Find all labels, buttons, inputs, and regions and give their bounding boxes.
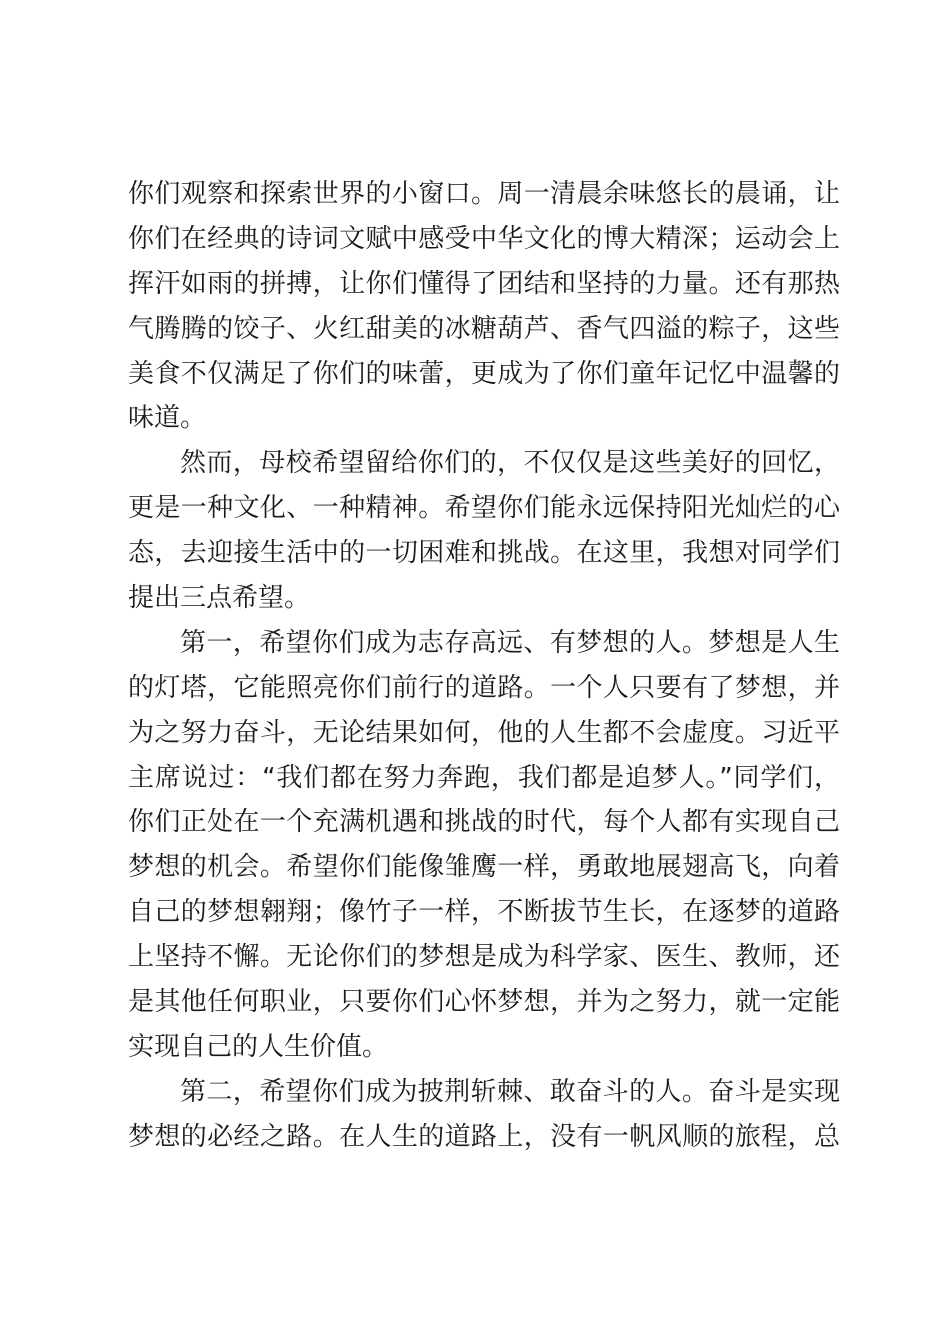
text-line: 实现自己的人生价值。 bbox=[128, 1031, 389, 1062]
text-line: 是其他任何职业，只要你们心怀梦想，并为之努力，就一定能 bbox=[128, 987, 840, 1018]
text-line: 第二，希望你们成为披荆斩棘、敢奋斗的人。奋斗是实现 bbox=[180, 1076, 840, 1107]
text-line: 态，去迎接生活中的一切困难和挑战。在这里，我想对同学们 bbox=[128, 538, 840, 569]
paragraph-3 bbox=[128, 621, 840, 1070]
text-line: 你们观察和探索世界的小窗口。周一清晨余味悠长的晨诵，让 bbox=[128, 179, 840, 209]
text-line: 你们在经典的诗词文赋中感受中华文化的博大精深；运动会上 bbox=[128, 223, 840, 254]
text-line: 更是一种文化、一种精神。希望你们能永远保持阳光灿烂的心 bbox=[128, 493, 840, 524]
text-line: 梦想的机会。希望你们能像雏鹰一样，勇敢地展翅高飞，向着 bbox=[128, 852, 840, 883]
text-line: 美食不仅满足了你们的味蕾，更成为了你们童年记忆中温馨的 bbox=[128, 358, 840, 389]
text-line: 为之努力奋斗，无论结果如何，他的人生都不会虚度。习近平 bbox=[128, 717, 840, 748]
text-line: 你们正处在一个充满机遇和挑战的时代，每个人都有实现自己 bbox=[128, 807, 840, 838]
text-line: 气腾腾的饺子、火红甜美的冰糖葫芦、香气四溢的粽子，这些 bbox=[128, 313, 840, 344]
text-line: 提出三点希望。 bbox=[128, 583, 311, 614]
text-line: 第一，希望你们成为志存高远、有梦想的人。梦想是人生 bbox=[180, 627, 840, 658]
paragraph-1 bbox=[128, 172, 840, 441]
document-body bbox=[128, 172, 840, 1160]
text-line: 的灯塔，它能照亮你们前行的道路。一个人只要有了梦想，并 bbox=[128, 672, 840, 703]
text-line: 自己的梦想翱翔；像竹子一样，不断拔节生长，在逐梦的道路 bbox=[128, 897, 840, 928]
text-line: 梦想的必经之路。在人生的道路上，没有一帆风顺的旅程，总 bbox=[128, 1121, 840, 1152]
text-line: 挥汗如雨的拼搏，让你们懂得了团结和坚持的力量。还有那热 bbox=[128, 268, 840, 299]
paragraph-4 bbox=[128, 1070, 840, 1160]
text-line: 上坚持不懈。无论你们的梦想是成为科学家、医生、教师，还 bbox=[128, 942, 840, 973]
paragraph-2 bbox=[128, 441, 840, 621]
text-line: 主席说过：“我们都在努力奔跑，我们都是追梦人。”同学们， bbox=[128, 762, 840, 793]
text-line: 味道。 bbox=[128, 403, 207, 434]
text-line: 然而，母校希望留给你们的，不仅仅是这些美好的回忆， bbox=[180, 448, 840, 479]
